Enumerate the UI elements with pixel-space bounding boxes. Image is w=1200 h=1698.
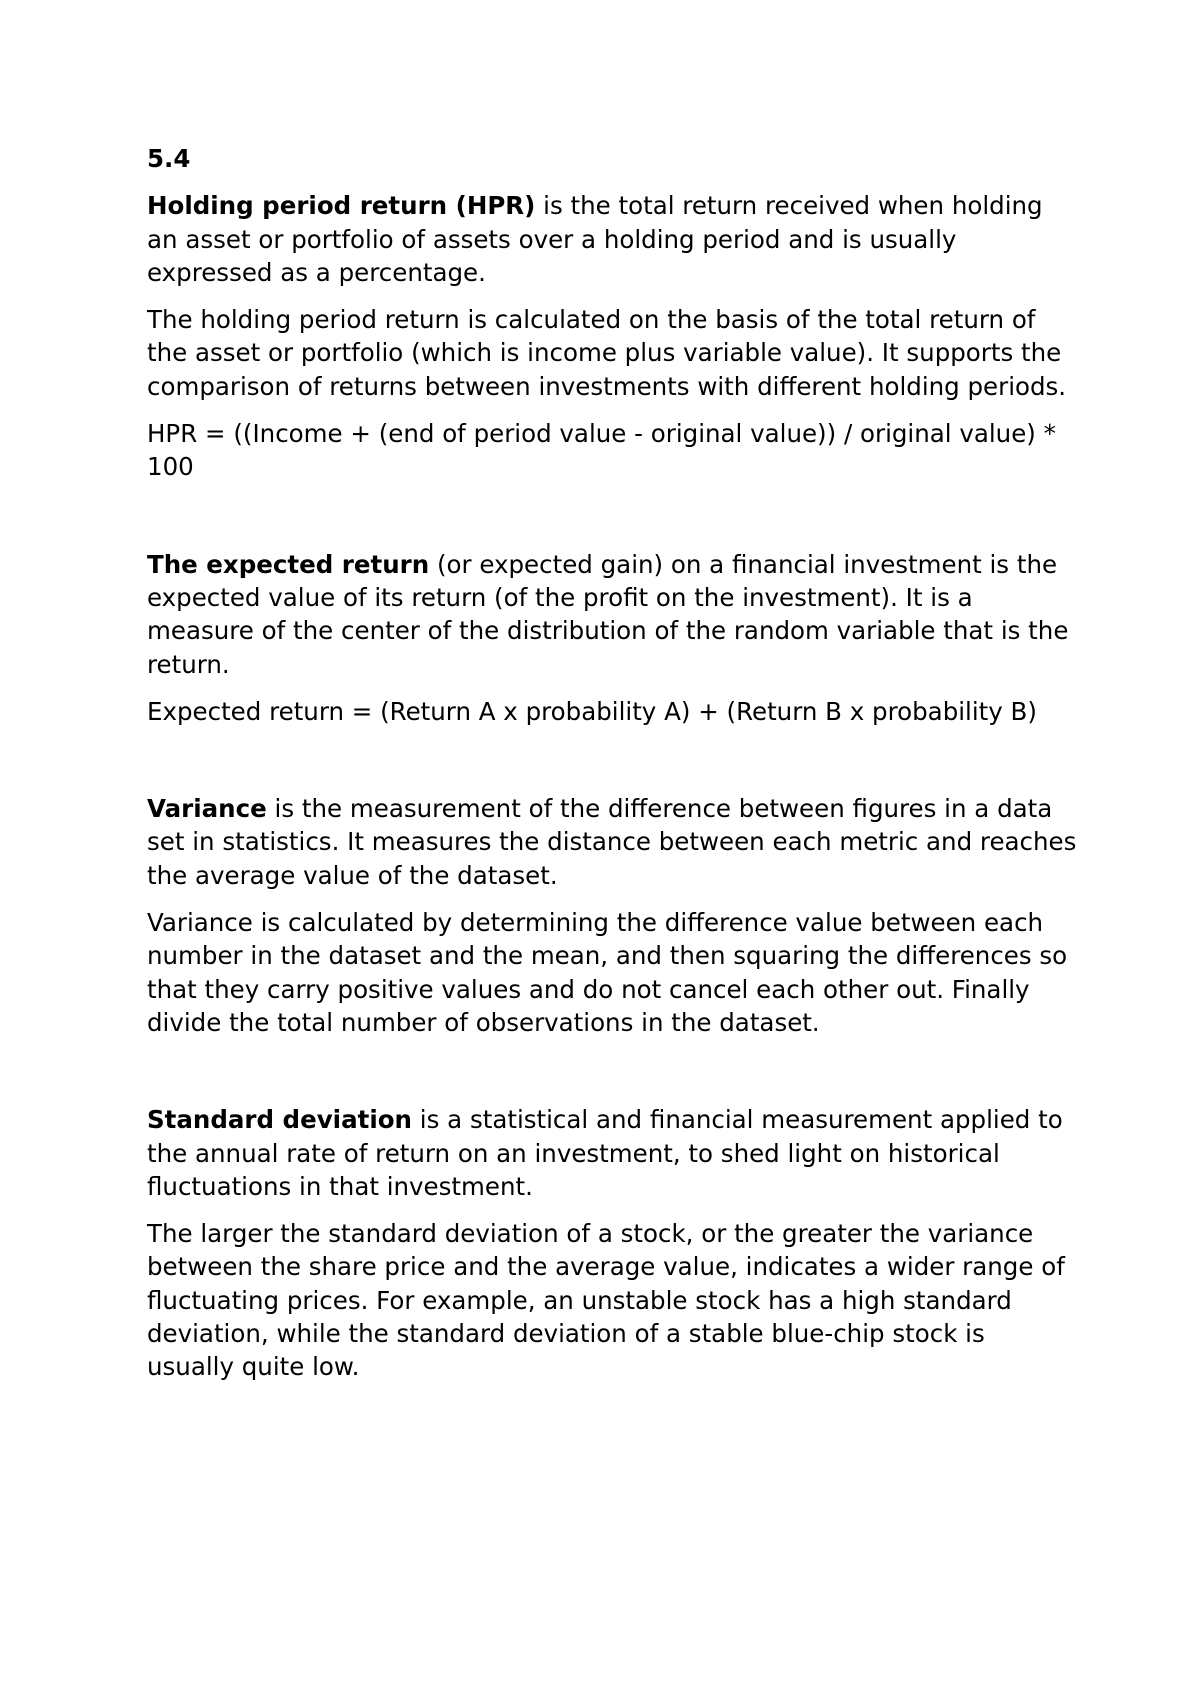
document-page [147,142,1077,1398]
hpr-definition [147,189,1077,289]
variance-definition [147,792,1077,892]
hpr-explanation: The holding period return is calculated on the basis of the total return of the asset or portfolio (which is income plus variable value). It supports the comparison of returns between investments with different holding periods. [147,305,1067,401]
std-dev-definition-text: is a statistical and financial measurement applied to the annual rate of return on an investment, to shed light on historical fluctuations in that investment. [147,1105,1063,1201]
std-dev-term: Standard deviation [147,1105,412,1135]
hpr-term: Holding period return (HPR) [147,191,536,221]
expected-return-formula: Expected return = (Return A x probability A) + (Return B x probability B) [147,696,1037,726]
section-number: 5.4 [147,144,191,173]
expected-return-term: The expected return [147,549,430,579]
hpr-definition-text: is the total return received when holding an asset or portfolio of assets over a holding period and is usually expressed as a percentage. [147,191,1043,287]
variance-term: Variance [147,794,267,824]
expected-return-definition [147,548,1077,681]
variance-definition-text: is the measurement of the difference between figures in a data set in statistics. It measures the distance between each metric and reaches the average value of the dataset. [147,794,1077,890]
std-dev-explanation: The larger the standard deviation of a stock, or the greater the variance between the share price and the average value, indicates a wider range of fluctuating prices. For example, an unstable stock has a high standard deviation, while the standard deviation of a stable blue-chip stock is usually quite low. [147,1219,1065,1382]
expected-return-definition-text: (or expected gain) on a financial investment is the expected value of its return (of the profit on the investment). It is a measure of the center of the distribution of the random variable that is the return. [147,549,1069,679]
variance-explanation: Variance is calculated by determining the difference value between each number in the dataset and the mean, and then squaring the differences so that they carry positive values and do not cancel each other out. Finally divide the total number of observations in the dataset. [147,908,1068,1037]
hpr-formula: HPR = ((Income + (end of period value - original value)) / original value) * 100 [147,419,1056,482]
std-dev-definition [147,1103,1077,1203]
